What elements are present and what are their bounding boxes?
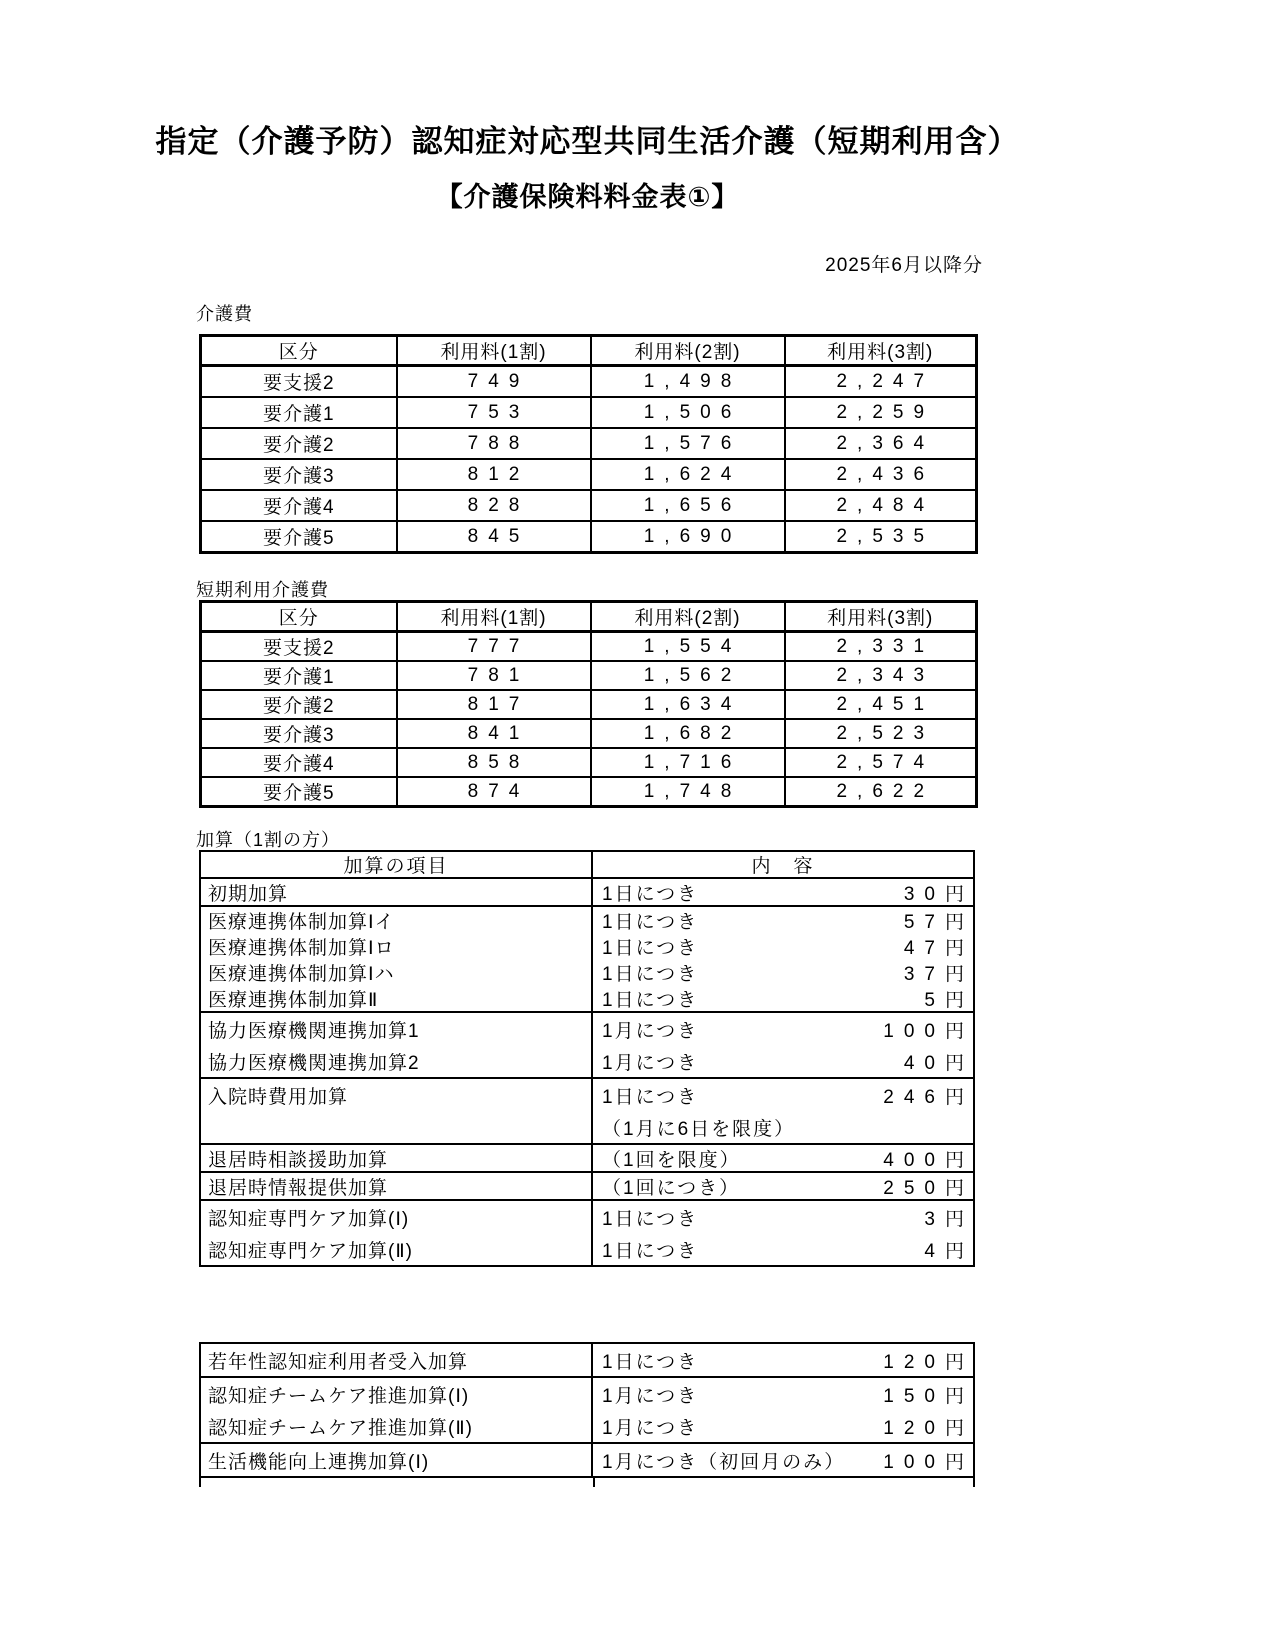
- fee-amount-cell: 781: [397, 661, 591, 690]
- addition-fee-table-continued: [199, 1342, 975, 1478]
- fee-table-row: [201, 521, 977, 553]
- fee-amount-cell: 841: [397, 719, 591, 748]
- content-unit-text: 1月につき: [602, 1417, 699, 1439]
- content-price: 4円: [924, 1240, 974, 1262]
- category-cell: 要介護2: [201, 428, 397, 459]
- addition-item-contents: [593, 1079, 973, 1143]
- content-unit-text: 1日につき: [602, 1086, 699, 1108]
- addition-row-group: [201, 877, 973, 905]
- addition-content-line: [602, 1013, 974, 1045]
- fee-amount-cell: 874: [397, 777, 591, 807]
- fee-amount-cell: 828: [397, 490, 591, 521]
- content-unit-text: 1月につき（初回月のみ）: [602, 1451, 846, 1473]
- addition-item-contents: [593, 1173, 973, 1199]
- addition-row-group: [201, 905, 973, 1011]
- page-title: 指定（介護予防）認知症対応型共同生活介護（短期利用含）: [155, 124, 1020, 159]
- fee-amount-cell: 749: [397, 366, 591, 398]
- addition-row-group: [201, 1143, 973, 1171]
- addition-item-name: 初期加算: [208, 883, 289, 905]
- addition-item-name: 医療連携体制加算Ⅰロ: [208, 937, 395, 959]
- content-price: 400円: [883, 1149, 974, 1171]
- column-header: 利用料(2割): [591, 602, 785, 632]
- column-header: 利用料(3割): [785, 336, 977, 366]
- short-term-fee-table: [199, 600, 978, 808]
- addition-row-group: [201, 1171, 973, 1199]
- fee-table-row: [201, 459, 977, 490]
- addition-row-group: [201, 1077, 973, 1143]
- addition-item-name: 協力医療機関連携加算1: [208, 1020, 420, 1042]
- addition-content-line: [602, 1233, 974, 1265]
- addition-content-line: [602, 1444, 974, 1476]
- content-unit-text: 1日につき: [602, 911, 699, 933]
- column-header: 利用料(2割): [591, 336, 785, 366]
- addition-item-contents: [593, 1013, 973, 1077]
- content-unit-text: 1日につき: [602, 963, 699, 985]
- addition-item-names: [201, 1013, 593, 1077]
- addition-item-name: 認知症専門ケア加算(Ⅰ): [208, 1208, 410, 1230]
- column-header: 内 容: [751, 856, 815, 877]
- column-header: 利用料(1割): [397, 336, 591, 366]
- fee-table-row: [201, 661, 977, 690]
- addition-content-line: [602, 1079, 974, 1111]
- fee-table-header-row: [201, 602, 977, 632]
- content-price: 47円: [903, 937, 974, 959]
- addition-content-line: [602, 1378, 974, 1410]
- addition-item-name: 医療連携体制加算Ⅱ: [208, 989, 379, 1011]
- category-cell: 要介護4: [201, 490, 397, 521]
- fee-amount-cell: 1,716: [591, 748, 785, 777]
- fee-table-row: [201, 397, 977, 428]
- column-header: 利用料(1割): [397, 602, 591, 632]
- content-price: 100円: [883, 1020, 974, 1042]
- category-cell: 要介護1: [201, 397, 397, 428]
- content-unit-text: 1日につき: [602, 1351, 699, 1373]
- fee-amount-cell: 1,506: [591, 397, 785, 428]
- table-continuation-stub: [199, 1478, 975, 1487]
- category-cell: 要介護4: [201, 748, 397, 777]
- category-cell: 要介護5: [201, 777, 397, 807]
- content-price: 40円: [903, 1052, 974, 1074]
- content-price: 37円: [903, 963, 974, 985]
- content-price: 3円: [924, 1208, 974, 1230]
- fee-table-body: [201, 602, 977, 807]
- fee-amount-cell: 2,622: [785, 777, 977, 807]
- addition-content-line: [602, 1201, 974, 1233]
- content-unit-text: 1日につき: [602, 937, 699, 959]
- addition-content-line: [602, 1145, 974, 1171]
- fee-table-row: [201, 366, 977, 398]
- fee-table-row: [201, 632, 977, 662]
- fee-table-header-row: [201, 336, 977, 366]
- fee-amount-cell: 2,364: [785, 428, 977, 459]
- fee-amount-cell: 2,436: [785, 459, 977, 490]
- content-unit-text: 1日につき: [602, 883, 699, 905]
- addition-item-name: 認知症チームケア推進加算(Ⅰ): [208, 1385, 470, 1407]
- fee-amount-cell: 1,562: [591, 661, 785, 690]
- content-price: 5円: [924, 989, 974, 1011]
- fee-amount-cell: 1,624: [591, 459, 785, 490]
- fee-amount-cell: 2,523: [785, 719, 977, 748]
- content-price: 120円: [883, 1351, 974, 1373]
- category-cell: 要介護2: [201, 690, 397, 719]
- addition-content-line: [602, 1410, 974, 1442]
- addition-item-name: 生活機能向上連携加算(Ⅰ): [208, 1451, 430, 1473]
- addition-item-name: 退居時相談援助加算: [208, 1149, 389, 1171]
- page-subtitle: 【介護保険料料金表①】: [435, 182, 740, 212]
- addition-item-names: [201, 1444, 593, 1476]
- fee-amount-cell: 1,576: [591, 428, 785, 459]
- addition-item-name: 若年性認知症利用者受入加算: [208, 1351, 469, 1373]
- fee-amount-cell: 777: [397, 632, 591, 662]
- addition-item-names: [201, 1344, 593, 1376]
- addition-table-header-row: [201, 852, 973, 877]
- addition-row-group: [201, 1376, 973, 1442]
- addition-item-name: 医療連携体制加算Ⅰハ: [208, 963, 395, 985]
- fee-table-row: [201, 777, 977, 807]
- fee-amount-cell: 812: [397, 459, 591, 490]
- content-unit-text: （1回につき）: [602, 1177, 741, 1199]
- content-unit-text: 1日につき: [602, 1208, 699, 1230]
- section-label-short-term-fee: 短期利用介護費: [196, 580, 329, 600]
- fee-amount-cell: 845: [397, 521, 591, 553]
- fee-amount-cell: 2,343: [785, 661, 977, 690]
- addition-item-names: [201, 1201, 593, 1265]
- content-unit-text: 1月につき: [602, 1020, 699, 1042]
- content-price: 57円: [903, 911, 974, 933]
- fee-table-row: [201, 490, 977, 521]
- fee-amount-cell: 788: [397, 428, 591, 459]
- content-unit-text: （1月に6日を限度）: [602, 1118, 796, 1140]
- addition-content-line: [602, 1344, 974, 1376]
- addition-item-name: 退居時情報提供加算: [208, 1177, 389, 1199]
- addition-item-names: [201, 879, 593, 905]
- addition-item-name: 医療連携体制加算Ⅰイ: [208, 911, 395, 933]
- addition-item-contents: [593, 1444, 973, 1476]
- addition-fee-table: [199, 850, 975, 1267]
- addition-item-contents: [593, 1201, 973, 1265]
- category-cell: 要介護5: [201, 521, 397, 553]
- addition-content-line: [602, 1111, 964, 1143]
- fee-amount-cell: 1,682: [591, 719, 785, 748]
- category-cell: 要支援2: [201, 632, 397, 662]
- fee-amount-cell: 2,574: [785, 748, 977, 777]
- addition-row-group: [201, 1442, 973, 1476]
- content-unit-text: 1日につき: [602, 989, 699, 1011]
- content-price: 120円: [883, 1417, 974, 1439]
- addition-item-contents: [593, 1344, 973, 1376]
- content-price: 250円: [883, 1177, 974, 1199]
- category-cell: 要支援2: [201, 366, 397, 398]
- content-price: 30円: [903, 883, 974, 905]
- fee-table-row: [201, 719, 977, 748]
- content-unit-text: 1月につき: [602, 1052, 699, 1074]
- addition-item-contents: [593, 907, 973, 1011]
- fee-amount-cell: 1,498: [591, 366, 785, 398]
- fee-amount-cell: 1,634: [591, 690, 785, 719]
- addition-content-line: [602, 1045, 974, 1077]
- content-price: 150円: [883, 1385, 974, 1407]
- fee-amount-cell: 2,535: [785, 521, 977, 553]
- addition-item-names: [201, 1079, 593, 1143]
- addition-item-name: 入院時費用加算: [208, 1086, 349, 1108]
- addition-content-line: [602, 933, 974, 959]
- addition-content-line: [602, 985, 974, 1011]
- fee-amount-cell: 1,748: [591, 777, 785, 807]
- addition-row-group: [201, 1011, 973, 1077]
- fee-table-row: [201, 428, 977, 459]
- addition-item-name: 協力医療機関連携加算2: [208, 1052, 420, 1074]
- column-header: 利用料(3割): [785, 602, 977, 632]
- addition-item-names: [201, 1173, 593, 1199]
- column-header: 区分: [201, 602, 397, 632]
- addition-row-group: [201, 1344, 973, 1376]
- addition-item-names: [201, 1145, 593, 1171]
- addition-item-name: 認知症専門ケア加算(Ⅱ): [208, 1240, 414, 1262]
- fee-amount-cell: 1,554: [591, 632, 785, 662]
- fee-amount-cell: 2,451: [785, 690, 977, 719]
- section-label-additions: 加算（1割の方）: [196, 830, 341, 850]
- addition-item-contents: [593, 1145, 973, 1171]
- fee-table-row: [201, 690, 977, 719]
- addition-item-contents: [593, 1378, 973, 1442]
- content-unit-text: 1月につき: [602, 1385, 699, 1407]
- fee-amount-cell: 817: [397, 690, 591, 719]
- content-unit-text: 1日につき: [602, 1240, 699, 1262]
- addition-item-name: 認知症チームケア推進加算(Ⅱ): [208, 1417, 474, 1439]
- effective-date: 2025年6月以降分: [825, 255, 983, 276]
- table-continuation-divider: [593, 1478, 595, 1487]
- addition-row-group: [201, 1199, 973, 1265]
- addition-content-line: [602, 907, 974, 933]
- addition-content-line: [602, 959, 974, 985]
- category-cell: 要介護1: [201, 661, 397, 690]
- fee-amount-cell: 858: [397, 748, 591, 777]
- content-price: 246円: [883, 1086, 974, 1108]
- addition-content-line: [602, 879, 974, 905]
- category-cell: 要介護3: [201, 459, 397, 490]
- addition-content-line: [602, 1173, 974, 1199]
- fee-table-body: [201, 336, 977, 553]
- fee-amount-cell: 2,484: [785, 490, 977, 521]
- fee-amount-cell: 753: [397, 397, 591, 428]
- fee-amount-cell: 2,247: [785, 366, 977, 398]
- fee-amount-cell: 1,690: [591, 521, 785, 553]
- addition-item-names: [201, 1378, 593, 1442]
- care-fee-table: [199, 334, 978, 554]
- fee-amount-cell: 2,259: [785, 397, 977, 428]
- column-header: 区分: [201, 336, 397, 366]
- fee-amount-cell: 1,656: [591, 490, 785, 521]
- fee-table-row: [201, 748, 977, 777]
- content-price: 100円: [883, 1451, 974, 1473]
- content-unit-text: （1回を限度）: [602, 1149, 741, 1171]
- column-header: 加算の項目: [201, 852, 593, 877]
- addition-item-names: [201, 907, 593, 1011]
- section-label-care-fee: 介護費: [196, 304, 253, 324]
- fee-amount-cell: 2,331: [785, 632, 977, 662]
- addition-item-contents: [593, 879, 973, 905]
- category-cell: 要介護3: [201, 719, 397, 748]
